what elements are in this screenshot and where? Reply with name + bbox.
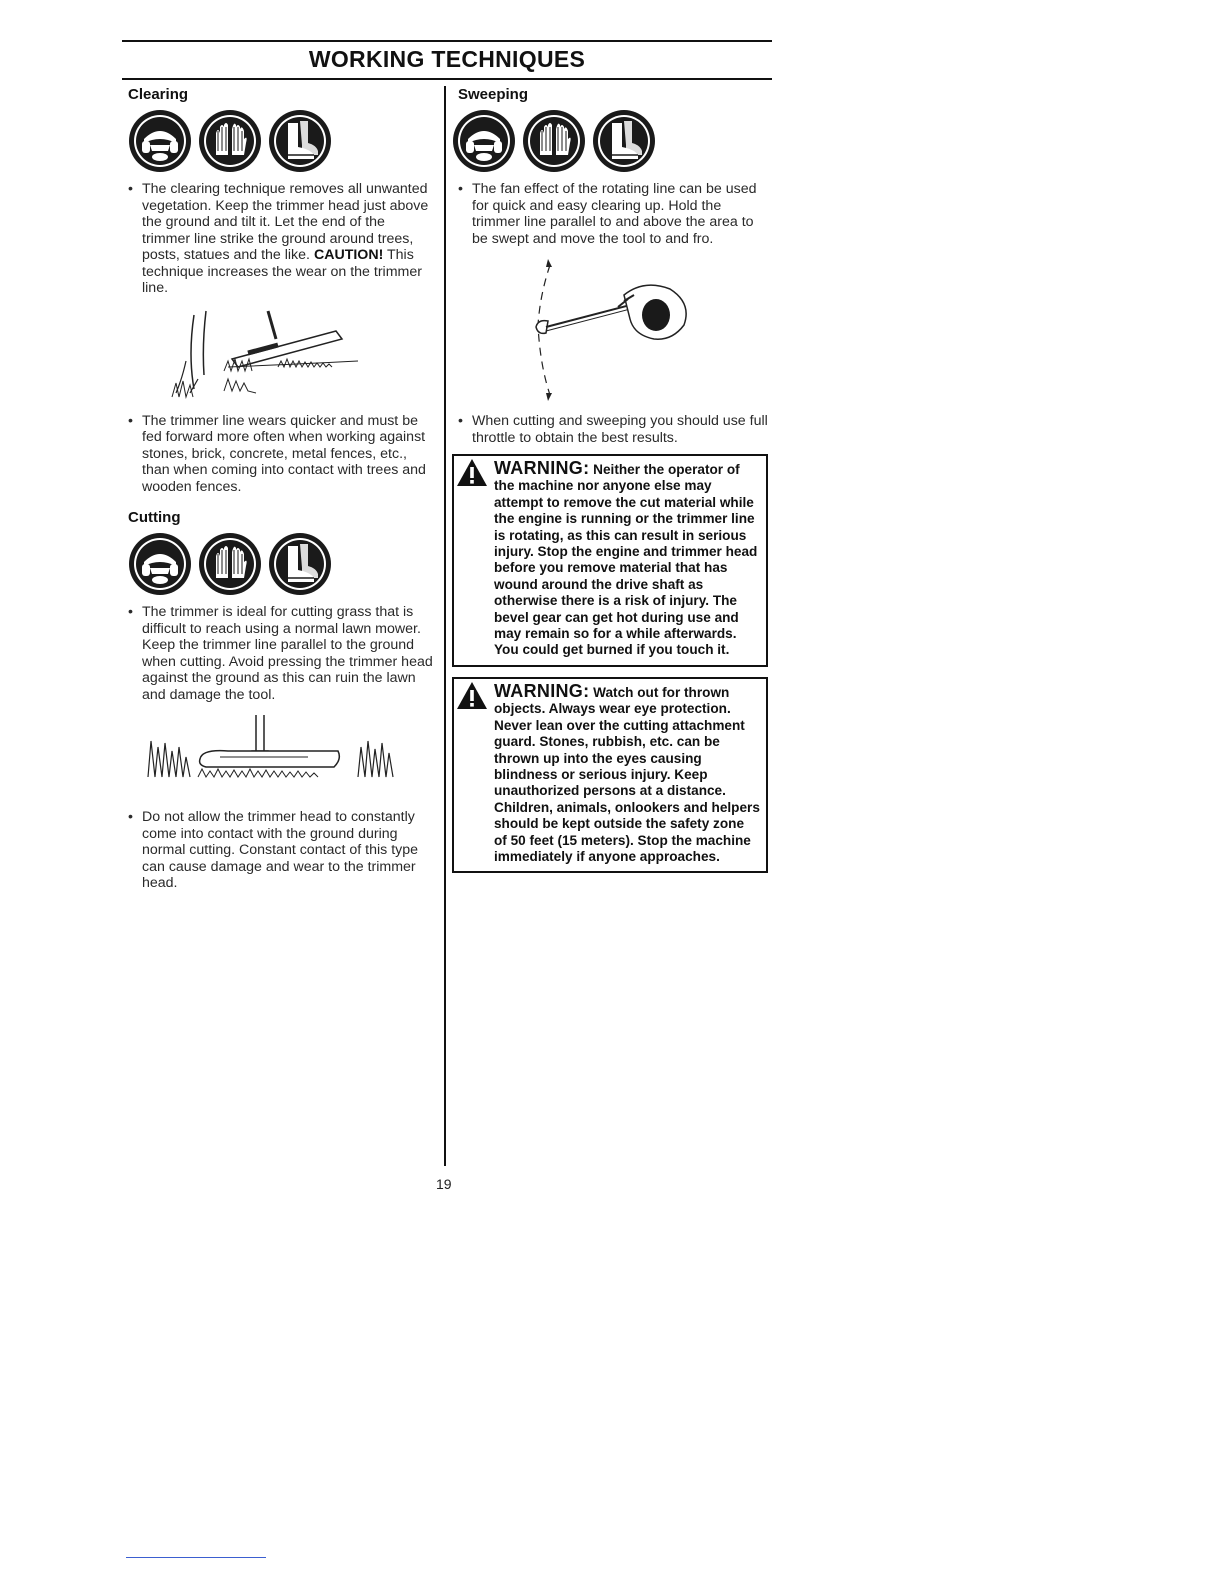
warning-box-thrown-objects [452,677,768,873]
gloves-icon [198,532,262,596]
cutting-section [128,509,434,892]
clearing-bullet-1: • The clearing technique removes all unwanted vegetation. Keep the trimmer head just above the ground and tilt it. Let the end of the trimmer line strike the ground around trees, posts, statues and the like. CAUTION! This technique increases the wear on the trimmer line. [128,181,429,296]
warning-text: Watch out for thrown objects. Always wear eye protection. Never lean over the cutting attachment guard. Stones, rubbish, etc. can be thrown up into the eyes causing blindness or serious injury. Keep unauthorized persons at a distance. Children, animals, onlookers and helpers should be kept outside the safety zone of 50 feet (15 meters). Stop the machine immediately if anyone approaches. [494,684,760,864]
boots-icon [268,532,332,596]
warning-label: WARNING: [494,680,590,701]
left-column [128,86,434,900]
sweeping-heading: Sweeping [458,86,529,103]
page-title: WORKING TECHNIQUES [308,46,586,72]
footer-rule [126,1557,266,1558]
cutting-bullet-1: • The trimmer is ideal for cutting grass that is difficult to reach using a normal lawn mower. Keep the trimmer line parallel to the ground when cutting. Avoid pressing the trimmer head against the ground as this can ruin the lawn and damage the tool. [128,604,433,703]
boots-icon [268,109,332,173]
boots-icon [592,109,656,173]
cutting-bullet-2: • Do not allow the trimmer head to constantly come into contact with the ground during normal cutting. Constant contact of this type can cause damage and wear to the trimmer head. [128,809,419,891]
warning-text: Neither the operator of the machine nor anyone else may attempt to remove the cut material while the engine is running or the trimmer line is rotating, as this can result in serious injury. Stop the engine and trimmer head before you remove material that has wound around the drive shaft as otherwise there is a risk of injury. The bevel gear can get hot during use and may remain so for a while afterwards. You could get burned if you touch it. [494,462,758,658]
title-rule-bottom [122,78,772,80]
page-number: 19 [436,1176,452,1192]
clearing-ppe-icons [128,109,434,173]
clearing-illustration [128,305,434,405]
gloves-icon [522,109,586,173]
sweeping-illustration [458,255,772,405]
cutting-heading: Cutting [128,509,181,526]
warning-triangle-icon [456,458,488,488]
sweeping-bullet-2: • When cutting and sweeping you should use full throttle to obtain the best results. [458,413,768,446]
warning-label: WARNING: [494,458,590,478]
cutting-illustration [128,711,434,801]
clearing-heading: Clearing [128,86,189,103]
cutting-ppe-icons [128,532,434,596]
clearing-section [128,86,434,495]
gloves-icon [198,109,262,173]
ear-eye-protection-icon [128,532,192,596]
warning-box-cut-material [452,454,768,667]
column-divider [444,86,446,1166]
sweeping-ppe-icons [452,109,772,173]
sweeping-bullet-1: • The fan effect of the rotating line can be used for quick and easy clearing up. Hold the trimmer line parallel to and above the area to be swept and move the tool to and fro. [458,181,757,247]
ear-eye-protection-icon [128,109,192,173]
clearing-bullet-2: • The trimmer line wears quicker and must be fed forward more often when working against stones, brick, concrete, metal fences, etc., than when coming into contact with trees and wooden fences. [128,412,426,495]
title-rule-top [122,40,772,42]
warning-triangle-icon [456,681,488,711]
sweeping-section [458,86,772,446]
right-column [458,86,772,883]
ear-eye-protection-icon [452,109,516,173]
